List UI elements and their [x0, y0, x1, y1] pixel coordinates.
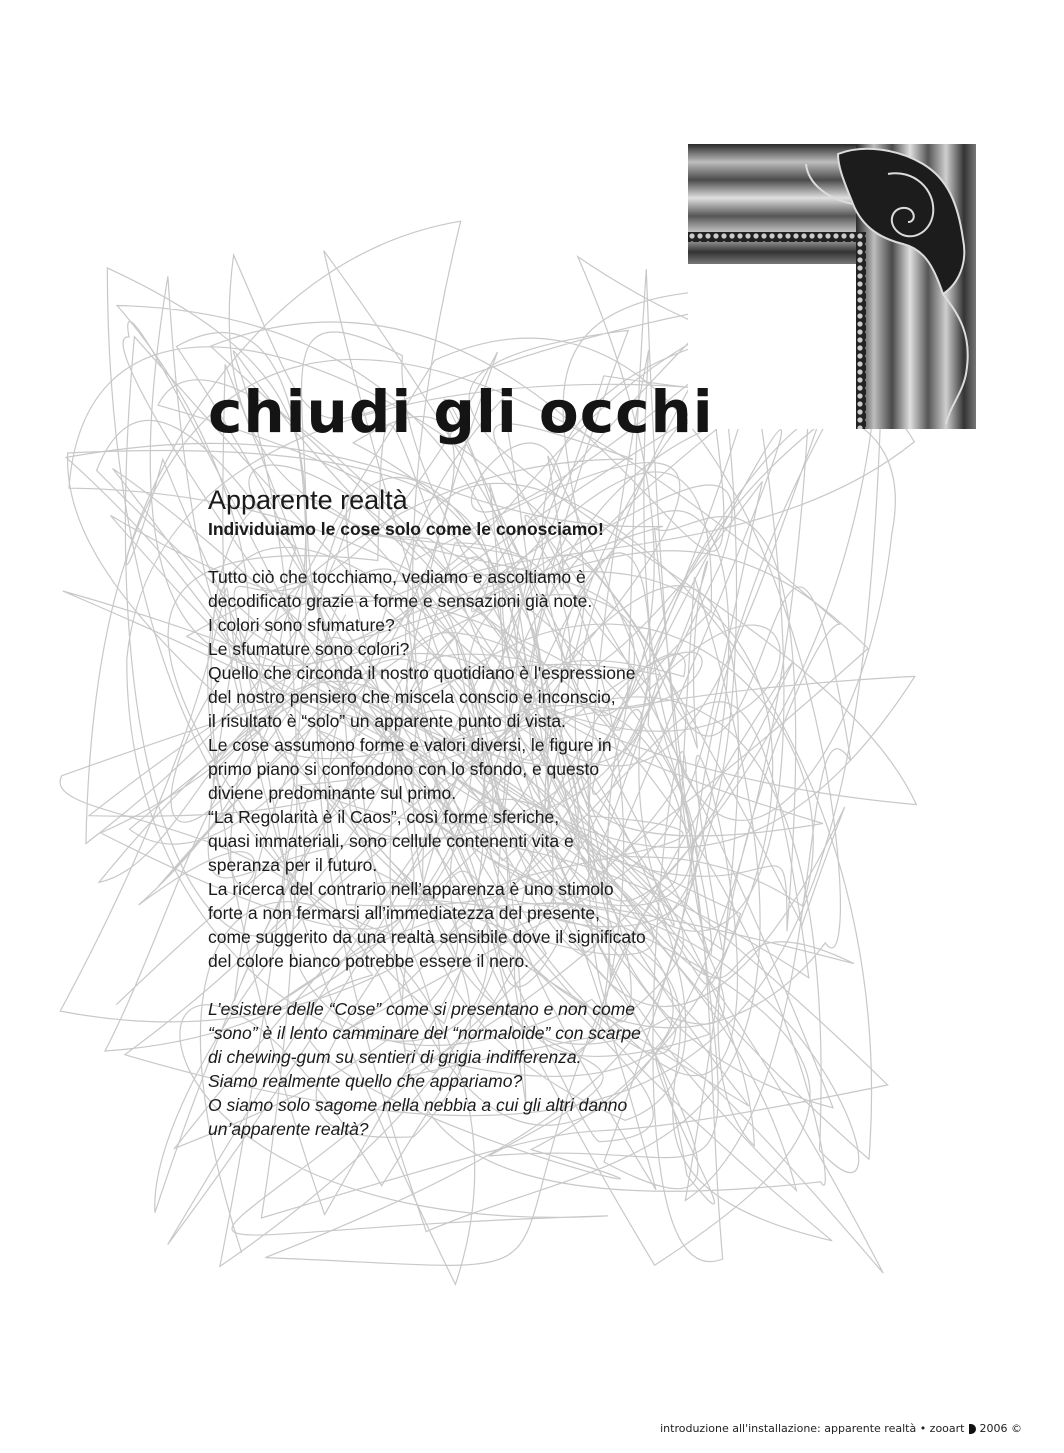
body-line: del colore bianco potrebbe essere il nero. — [208, 951, 530, 971]
italic-line: di chewing-gum su sentieri di grigia indifferenza. — [208, 1047, 582, 1067]
body-line: Quello che circonda il nostro quotidiano è l'espressione — [208, 663, 636, 683]
body-line: il risultato è “solo” un apparente punto di vista. — [208, 711, 566, 731]
body-line: forte a non fermarsi all’immediatezza del presente, — [208, 903, 600, 923]
italic-closing-text — [208, 997, 641, 1141]
zooart-logo-icon — [969, 1424, 976, 1434]
ornate-frame-corner-image — [688, 144, 976, 429]
body-line: del nostro pensiero che miscela conscio e inconscio, — [208, 687, 616, 707]
lead-sentence: Individuiamo le cose solo come le conosciamo! — [208, 519, 604, 539]
footer-year: 2006 © — [979, 1422, 1022, 1435]
italic-line: un’apparente realtà? — [208, 1119, 369, 1139]
page-footer — [660, 1422, 1022, 1435]
body-line: Le sfumature sono colori? — [208, 639, 410, 659]
italic-line: L’esistere delle “Cose” come si presentano e non come — [208, 999, 636, 1019]
italic-line: “sono” è il lento camminare del “normaloide” con scarpe — [208, 1023, 641, 1043]
body-text — [208, 565, 646, 973]
body-line: quasi immateriali, sono cellule contenenti vita e — [208, 831, 574, 851]
body-line: diviene predominante sul primo. — [208, 783, 457, 803]
body-line: La ricerca del contrario nell’apparenza è uno stimolo — [208, 879, 614, 899]
italic-line: O siamo solo sagome nella nebbia a cui gli altri danno — [208, 1095, 628, 1115]
body-line: Le cose assumono forme e valori diversi, le figure in — [208, 735, 612, 755]
section-subtitle: Apparente realtà — [208, 485, 408, 515]
body-line: “La Regolarità è il Caos”, così forme sferiche, — [208, 807, 560, 827]
italic-line: Siamo realmente quello che appariamo? — [208, 1071, 523, 1091]
body-line: come suggerito da una realtà sensibile dove il significato — [208, 927, 646, 947]
body-line: Tutto ciò che tocchiamo, vediamo e ascoltiamo è — [208, 567, 586, 587]
body-line: speranza per il futuro. — [208, 855, 378, 875]
body-line: decodificato grazie a forme e sensazioni già note. — [208, 591, 593, 611]
body-line: I colori sono sfumature? — [208, 615, 395, 635]
footer-text: introduzione all'installazione: apparente realtà • zooart — [660, 1422, 965, 1435]
body-line: primo piano si confondono con lo sfondo, e questo — [208, 759, 600, 779]
page-title: chiudi gli occhi — [208, 378, 714, 446]
